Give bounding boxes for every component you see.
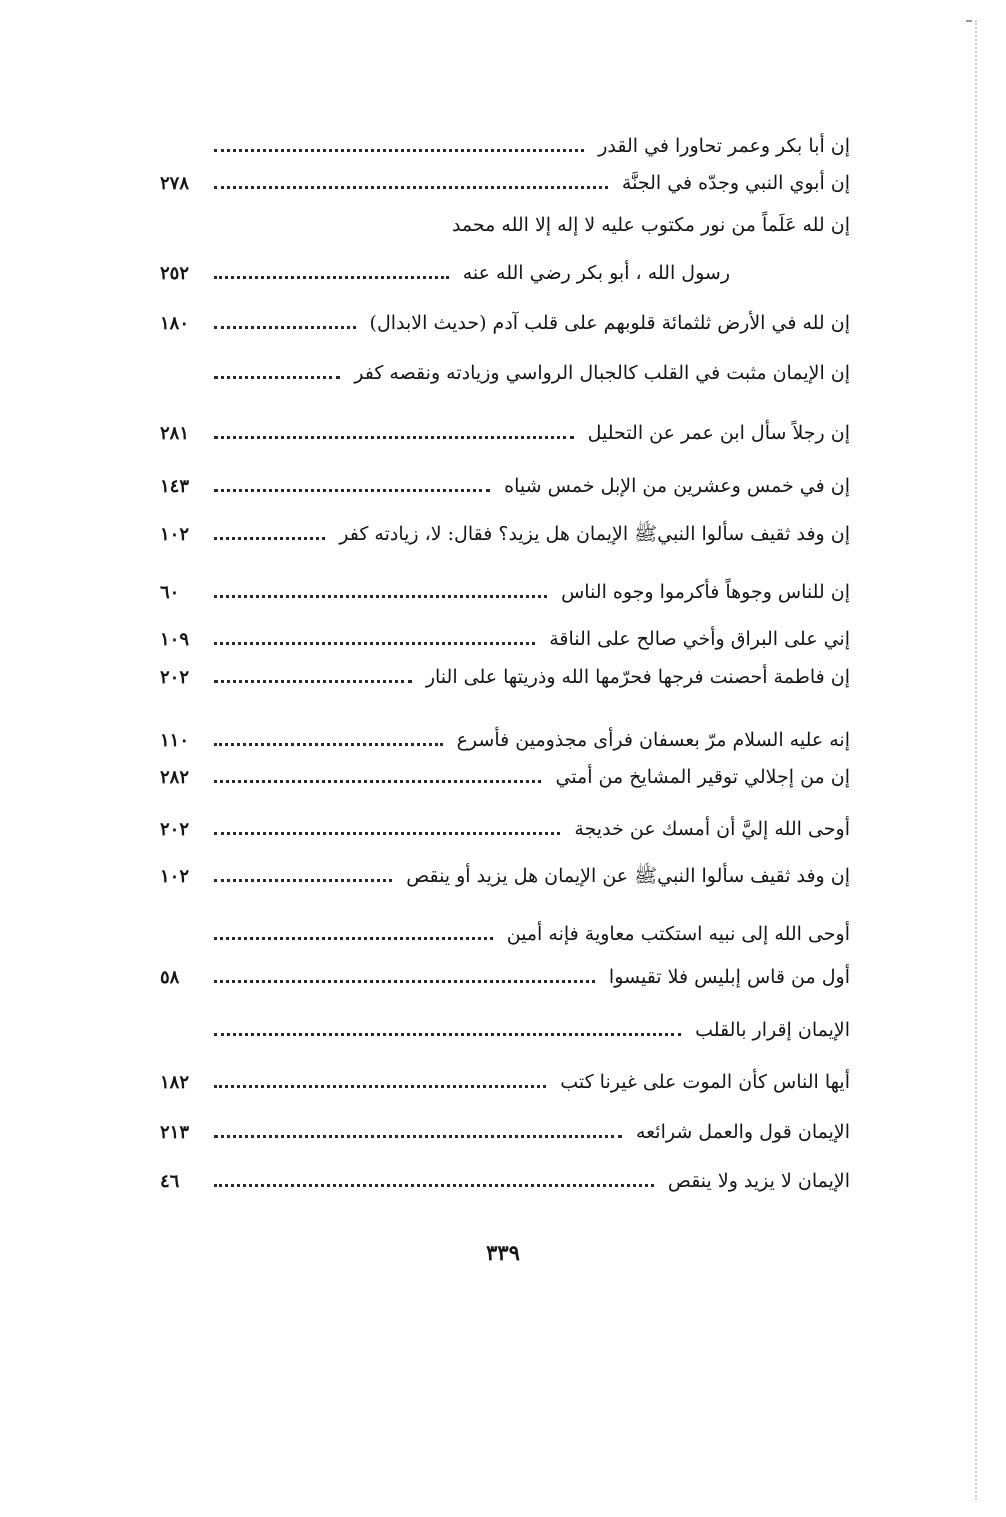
entry-page-number: ٢٧٨ (160, 173, 190, 194)
index-entry (160, 135, 850, 175)
dot-leader (214, 314, 356, 329)
dot-leader (214, 668, 412, 683)
index-entry (160, 966, 850, 1006)
entry-text: أوحى الله إليَّ أن أمسك عن خديجة (574, 818, 850, 840)
dot-leader (214, 137, 584, 152)
dot-leader (214, 820, 560, 835)
entry-text: إن فاطمة أحصنت فرجها فحرّمها الله وذريتها على النار (425, 666, 850, 688)
entry-page-number: ١٠٢ (160, 524, 190, 545)
entry-text: إن أبوي النبي وجدّه في الجنَّة (621, 172, 850, 194)
entry-page-number: ١٨٢ (160, 1072, 190, 1093)
entry-page-number: ١٠٢ (160, 866, 190, 887)
index-entry (160, 766, 850, 806)
entry-page-number: ١١٠ (160, 730, 190, 751)
index-entry (160, 214, 850, 254)
dot-leader (214, 968, 595, 983)
entry-page-number: ١٨٠ (160, 313, 190, 334)
entry-page-number: ٥٨ (160, 967, 180, 988)
entry-text: الإيمان قول والعمل شرائعه (635, 1121, 850, 1143)
dot-leader (214, 583, 547, 598)
dot-leader (214, 768, 541, 783)
index-entry (160, 312, 850, 352)
index-entry (160, 581, 850, 621)
entry-text: إن رجلاً سأل ابن عمر عن التحليل (587, 422, 850, 444)
index-entry (160, 422, 850, 462)
dot-leader (214, 1073, 546, 1088)
index-entry (160, 475, 850, 515)
dot-leader (214, 1021, 681, 1036)
entry-page-number: ٢٨٢ (160, 767, 190, 788)
entry-page-number: ٢٥٢ (160, 263, 190, 284)
entry-text: رسول الله ، أبو بكر رضي الله عنه (462, 262, 730, 284)
entry-page-number: ٢٠٢ (160, 819, 190, 840)
entry-text: الإيمان لا يزيد ولا ينقص (667, 1170, 850, 1192)
entry-text: إن لله عَلَماً من نور مكتوب عليه لا إله إلا الله محمد (451, 214, 850, 236)
dot-leader (214, 174, 608, 189)
entry-text: إن وفد ثقيف سألوا النبيﷺ الإيمان هل يزيد؟ فقال: لا، زيادته كفر (339, 523, 850, 545)
index-entry (160, 818, 850, 858)
entry-page-number: ٢٨١ (160, 423, 190, 444)
index-entry (160, 1121, 850, 1161)
entry-text: إن وفد ثقيف سألوا النبيﷺ عن الإيمان هل يزيد أو ينقص (406, 865, 850, 887)
index-entry (160, 1071, 850, 1111)
index-entry (160, 923, 850, 963)
entry-page-number: ١٤٣ (160, 476, 190, 497)
index-entry (160, 666, 850, 706)
entry-page-number: ٢٠٢ (160, 667, 190, 688)
dot-leader (214, 925, 493, 940)
index-entry (160, 864, 850, 904)
index-entry (160, 1170, 850, 1210)
dot-leader (214, 424, 574, 439)
index-entry (160, 729, 850, 769)
dot-leader (214, 1123, 622, 1138)
page-number: ٣٣٩ (486, 1240, 520, 1265)
entry-text: الإيمان إقرار بالقلب (695, 1019, 850, 1041)
dot-leader (214, 477, 490, 492)
dot-leader (214, 867, 392, 882)
dot-leader (214, 630, 535, 645)
dot-leader (214, 731, 443, 746)
entry-text: أوحى الله إلى نبيه استكتب معاوية فإنه أمين (506, 923, 850, 945)
index-entry (160, 628, 850, 668)
entry-text: إنه عليه السلام مرّ بعسفان فرأى مجذومين فأسرع (456, 729, 850, 751)
entry-text: إن الإيمان مثبت في القلب كالجبال الرواسي وزيادته ونقصه كفر (354, 362, 850, 384)
entry-text: أول من قاس إبليس فلا تقيسوا (608, 966, 850, 988)
index-entry (160, 362, 850, 402)
entry-text: إن للناس وجوهاً فأكرموا وجوه الناس (561, 581, 850, 603)
entry-text: إن لله في الأرض ثلثمائة قلوبهم على قلب آدم (حديث الابدال) (369, 312, 850, 334)
entry-page-number: ١٠٩ (160, 629, 190, 650)
index-entry (160, 522, 850, 562)
index-entry (160, 172, 850, 212)
entry-text: إن في خمس وعشرين من الإبل خمس شياه (504, 475, 850, 497)
index-entry (160, 262, 850, 302)
dot-leader (214, 364, 340, 379)
entry-text: إن أبا بكر وعمر تحاورا في القدر (598, 135, 850, 157)
entry-page-number: ٤٦ (160, 1171, 180, 1192)
entry-page-number: ٢١٣ (160, 1122, 190, 1143)
dot-leader (214, 1172, 654, 1187)
dot-leader (214, 264, 449, 279)
index-entry (160, 1019, 850, 1059)
entry-page-number: ٦٠ (160, 582, 180, 603)
entry-text: إن من إجلالي توقير المشايخ من أمتي (555, 766, 850, 788)
entry-text: أيها الناس كأن الموت على غيرنا كتب (560, 1071, 850, 1093)
entry-text: إني على البراق وأخي صالح على الناقة (549, 628, 850, 650)
dot-leader (214, 525, 325, 540)
